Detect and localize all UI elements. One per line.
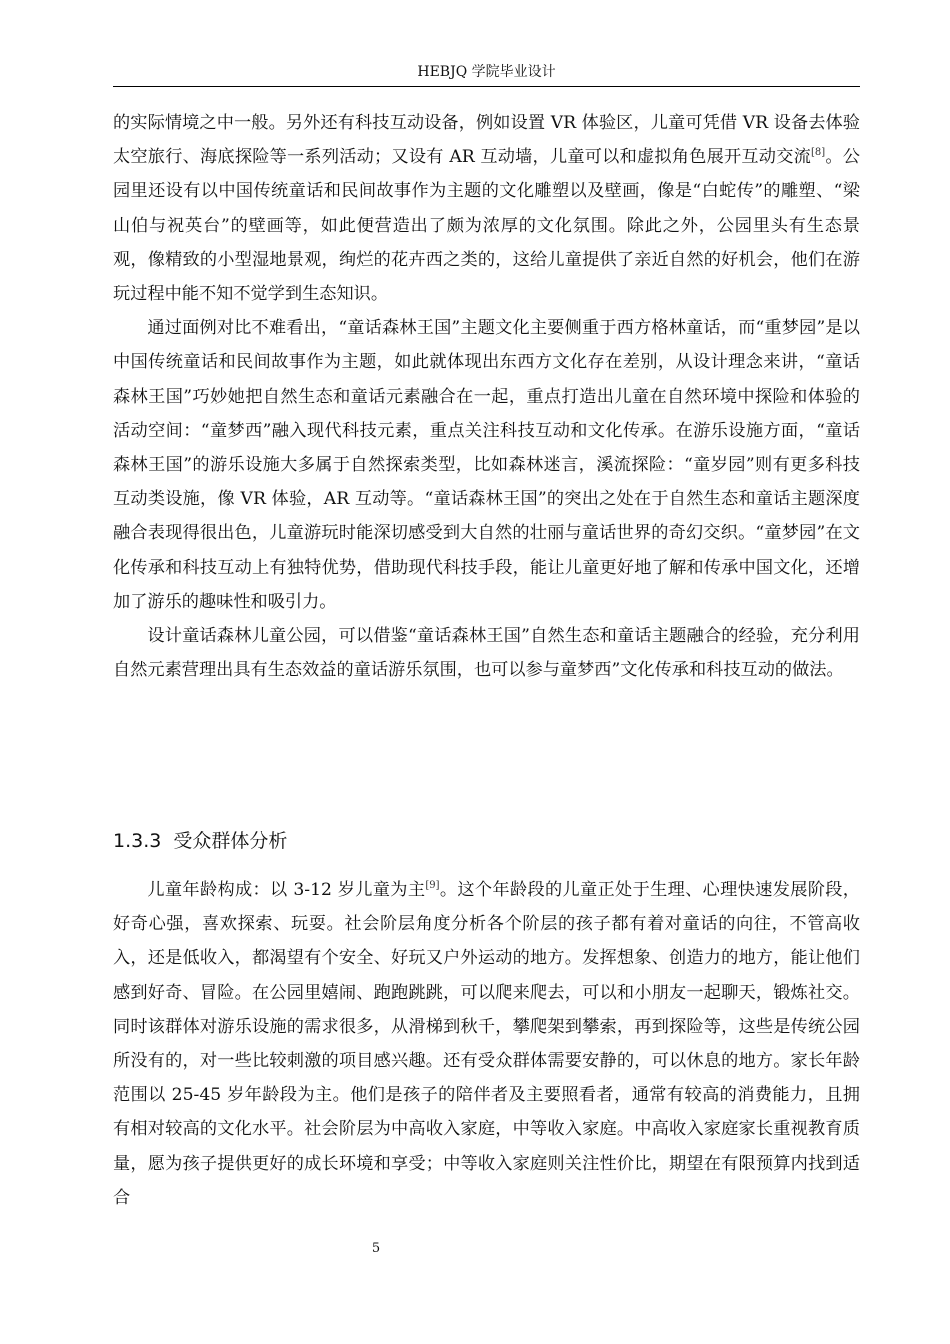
section-number: 1.3.3 bbox=[113, 830, 162, 852]
paragraph-text: 的实际情境之中一般。另外还有科技互动设备，例如设置 VR 体验区，儿童可凭借 VR 设备去体验太空旅行、海底探险等一系列活动；又设有 AR 互动墙，儿童可以和虚拟角色展开互动交流 bbox=[113, 113, 860, 168]
paragraph bbox=[113, 106, 860, 311]
section-title: 受众群体分析 bbox=[173, 830, 288, 852]
body-text-bottom bbox=[113, 873, 860, 1215]
paragraph bbox=[113, 873, 860, 1215]
paragraph-text: 。这个年龄段的儿童正处于生理、心理快速发展阶段，好奇心强，喜欢探索、玩耍。社会阶层角度分析各个阶层的孩子都有着对童话的向往，不管高收入，还是低收入，都渴望有个安全、好玩又户外运动的地方。发挥想象、创造力的地方，能让他们感到好奇、冒险。在公园里嬉闹、跑跑跳跳，可以爬来爬去，可以和小朋友一起聊天，锻炼社交。同时该群体对游乐设施的需求很多，从滑梯到秋千，攀爬架到攀索，再到探险等，这些是传统公园所没有的，对一些比较刺激的项目感兴趣。还有受众群体需要安静的，可以休息的地方。家长年龄范围以 25-45 岁年龄段为主。他们是孩子的陪伴者及主要照看者，通常有较高的消费能力，且拥有相对较高的文化水平。社会阶层为中高收入家庭，中等收入家庭。中高收入家庭家长重视教育质量，愿为孩子提供更好的成长环境和享受；中等收入家庭则关注性价比，期望在有限预算内找到适合 bbox=[113, 880, 860, 1208]
paragraph-text: 。公园里还设有以中国传统童话和民间故事作为主题的文化雕塑以及壁画，像是“白蛇传”的雕塑、“梁山伯与祝英台”的壁画等，如此便营造出了颇为浓厚的文化氛围。除此之外，公园里头有生态景观，像精致的小型湿地景观，绚烂的花卉西之类的，这给儿童提供了亲近自然的好机会，他们在游玩过程中能不知不觉学到生态知识。 bbox=[113, 147, 860, 305]
section-heading bbox=[113, 826, 860, 856]
citation-reference[interactable]: [9] bbox=[425, 880, 440, 891]
page-number: 5 bbox=[371, 1241, 381, 1256]
paragraph: 通过面例对比不难看出，“童话森林王国”主题文化主要侧重于西方格林童话，而“重梦园”是以中国传统童话和民间故事作为主题，如此就体现出东西方文化存在差别，从设计理念来讲，“童话森林王国”巧妙她把自然生态和童话元素融合在一起，重点打造出儿童在自然环境中探险和体验的活动空间：“童梦西”融入现代科技元素，重点关注科技互动和文化传承。在游乐设施方面，“童话森林王国”的游乐设施大多属于自然探索类型，比如森林迷言，溪流探险：“童岁园”则有更多科技互动类设施，像 VR 体验，AR 互动等。“童话森林王国”的突出之处在于自然生态和童话主题深度融合表现得很出色，儿童游玩时能深切感受到大自然的壮丽与童话世界的奇幻交织。“童梦园”在文化传承和科技互动上有独特优势，借助现代科技手段，能让儿童更好地了解和传承中国文化，还增加了游乐的趣味性和吸引力。 bbox=[113, 318, 860, 612]
header-rule bbox=[113, 86, 860, 87]
body-text-top bbox=[113, 106, 860, 687]
paragraph-text: 儿童年龄构成：以 3-12 岁儿童为主 bbox=[147, 880, 426, 900]
page-header: HEBJQ 学院毕业设计 bbox=[417, 64, 556, 80]
paragraph: 设计童话森林儿童公园，可以借鉴“童话森林王国”自然生态和童话主题融合的经验，充分利用自然元素营理出具有生态效益的童话游乐氛围，也可以参与童梦西”文化传承和科技互动的做法。 bbox=[113, 626, 860, 681]
citation-reference[interactable]: [8] bbox=[811, 147, 826, 159]
